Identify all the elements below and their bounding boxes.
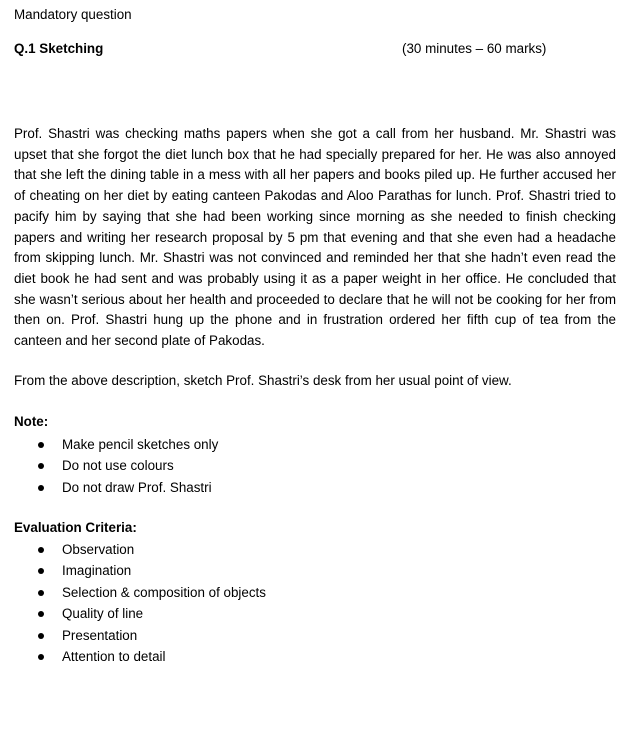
- section-label: Mandatory question: [14, 7, 132, 22]
- criteria-item-text: Attention to detail: [62, 648, 166, 664]
- question-title: Q.1 Sketching: [14, 41, 104, 56]
- bullet-icon: [38, 611, 44, 617]
- note-item-text: Do not use colours: [62, 458, 174, 474]
- list-item: [0, 625, 266, 646]
- criteria-item-text: Presentation: [62, 627, 138, 643]
- bullet-icon: [38, 568, 44, 574]
- note-list: [0, 434, 218, 498]
- criteria-item-text: Quality of line: [62, 606, 144, 622]
- list-item: [0, 603, 266, 624]
- sketch-instruction: From the above description, sketch Prof. Shastri’s desk from her usual point of view.: [14, 373, 512, 388]
- note-heading: Note:: [14, 414, 49, 429]
- bullet-icon: [38, 654, 44, 660]
- criteria-item-text: Observation: [62, 542, 135, 557]
- bullet-icon: [38, 590, 44, 596]
- question-marks: (30 minutes – 60 marks): [402, 41, 547, 56]
- list-item: [0, 582, 266, 603]
- evaluation-list: [0, 539, 266, 667]
- list-item: [0, 560, 266, 581]
- note-item-text: Do not draw Prof. Shastri: [62, 479, 212, 495]
- list-item: [0, 477, 218, 498]
- list-item: [0, 434, 218, 455]
- list-item: [0, 455, 218, 476]
- bullet-icon: [38, 547, 44, 553]
- criteria-item-text: Imagination: [62, 563, 132, 579]
- list-item: [0, 646, 266, 667]
- evaluation-heading: Evaluation Criteria:: [14, 520, 137, 535]
- note-item-text: Make pencil sketches only: [62, 437, 219, 452]
- criteria-item-text: Selection & composition of objects: [62, 584, 266, 600]
- bullet-icon: [38, 463, 44, 469]
- bullet-icon: [38, 485, 44, 491]
- list-item: [0, 539, 266, 560]
- bullet-icon: [38, 633, 44, 639]
- scenario-description: Prof. Shastri was checking maths papers when she got a call from her husband. Mr. Shastri was upset that she forgot the diet lunch box that he had specially prepared for her. He was also annoyed that she left the dining table in a mess with all her papers and books piled up. He further accused her of cheating on her diet by eating canteen Pakodas and Aloo Parathas for lunch. Prof. Shastri tried to pacify him by saying that she had been working since morning as she needed to finish checking papers and writing her research proposal by 5 pm that evening and that she even had a headache from skipping lunch. Mr. Shastri was not convinced and reminded her that she hadn’t even read the diet book he had sent and was probably using it as a paper weight in her office. He concluded that she wasn’t serious about her health and proceeded to declare that he will not be cooking for her from then on. Prof. Shastri hung up the phone and in frustration ordered her fifth cup of tea from the canteen and her second plate of Pakodas.: [14, 126, 616, 349]
- bullet-icon: [38, 442, 44, 448]
